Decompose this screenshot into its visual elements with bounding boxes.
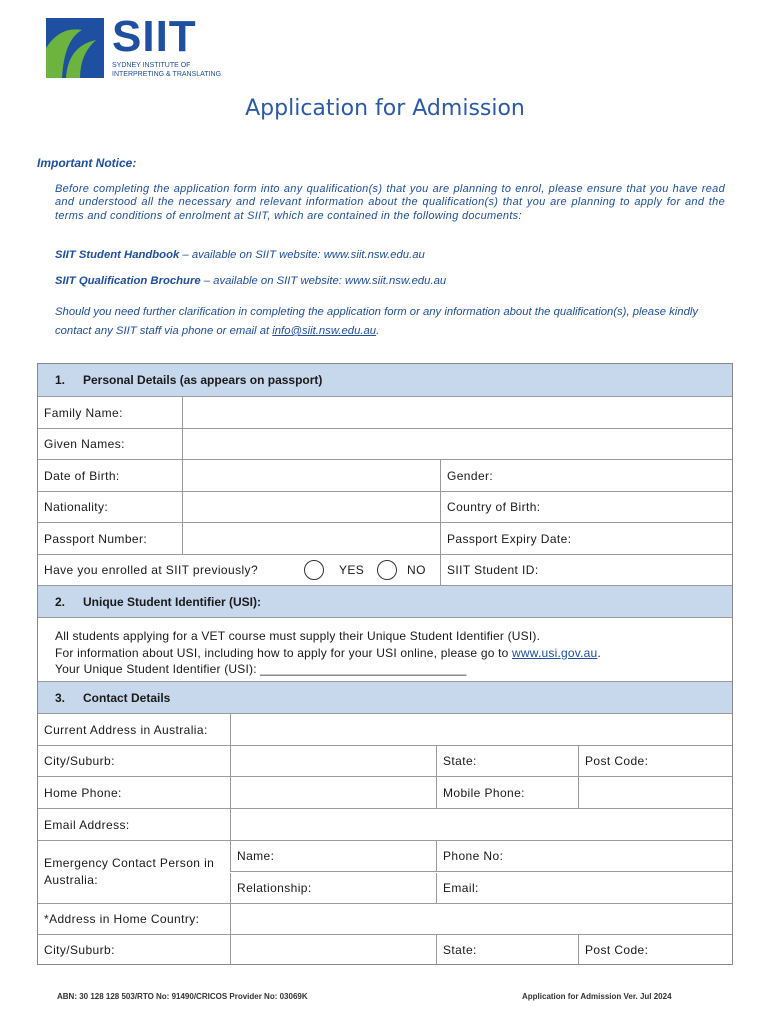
usi-line-2-end: .	[597, 645, 601, 660]
further-info	[55, 303, 725, 341]
emergency-contact-block	[38, 841, 732, 904]
no-radio[interactable]	[377, 560, 397, 580]
home-city-field[interactable]	[230, 935, 436, 965]
section-2-header	[38, 586, 732, 618]
enrolled-previously-row	[38, 555, 732, 586]
passport-expiry-field[interactable]	[440, 523, 732, 554]
yes-radio[interactable]	[304, 560, 324, 580]
home-phone-field[interactable]	[230, 777, 436, 808]
usi-website-link[interactable]: www.usi.gov.au	[512, 645, 598, 660]
further-text: Should you need further clarification in completing the application form or any information about the qualification(s), please kindly contact any SIIT staff via phone or email at	[55, 306, 699, 337]
given-names-field[interactable]	[182, 429, 732, 459]
student-id-label: SIIT Student ID:	[447, 563, 539, 577]
nationality-field[interactable]	[182, 492, 440, 522]
section-3-header	[38, 682, 732, 714]
emergency-name-field[interactable]	[230, 841, 436, 872]
brochure-title: SIIT Qualification Brochure	[55, 275, 201, 287]
given-names-label: Given Names:	[44, 437, 125, 451]
dob-label: Date of Birth:	[44, 468, 120, 483]
state-label: State:	[443, 754, 477, 768]
usi-block	[38, 618, 732, 682]
footer-version: Application for Admission Ver. Jul 2024	[522, 992, 672, 1001]
emergency-name-label: Name:	[237, 849, 275, 863]
post-code-label: Post Code:	[585, 754, 649, 768]
brochure-reference	[55, 275, 446, 287]
passport-number-field[interactable]	[182, 523, 440, 554]
home-state-field[interactable]	[436, 935, 578, 965]
contact-email-link[interactable]: info@siit.nsw.edu.au	[272, 325, 377, 337]
current-address-label: Current Address in Australia:	[44, 722, 208, 737]
dob-row	[38, 460, 732, 492]
gender-field[interactable]	[440, 460, 732, 491]
usi-line-1: All students applying for a VET course must supply their Unique Student Identifier (USI).	[55, 629, 541, 643]
section-2-number: 2.	[55, 595, 66, 609]
logo-wordmark: SIIT	[112, 12, 197, 61]
home-state-label: State:	[443, 943, 477, 957]
family-name-label: Family Name:	[44, 405, 123, 420]
nationality-label: Nationality:	[44, 500, 109, 514]
home-post-code-field[interactable]	[578, 935, 732, 965]
brochure-website: – available on SIIT website: www.siit.nsw.edu.au	[200, 275, 447, 287]
emergency-phone-field[interactable]	[436, 841, 732, 872]
family-name-field[interactable]	[182, 397, 732, 428]
handbook-website: – available on SIIT website: www.siit.nsw.edu.au	[179, 249, 425, 261]
city-row	[38, 746, 732, 777]
email-field[interactable]	[230, 809, 732, 840]
page-title: Application for Admission	[245, 96, 525, 121]
emergency-email-label: Email:	[443, 881, 479, 895]
handbook-reference	[55, 249, 425, 261]
country-of-birth-label: Country of Birth:	[447, 500, 541, 514]
logo-subtitle-2: INTERPRETING & TRANSLATING	[112, 71, 222, 78]
usi-instructions	[55, 628, 601, 678]
passport-expiry-label: Passport Expiry Date:	[447, 531, 572, 546]
home-address-field[interactable]	[230, 904, 732, 934]
gender-label: Gender:	[447, 468, 494, 483]
post-code-field[interactable]	[578, 746, 732, 776]
logo-mark-icon	[46, 18, 104, 78]
no-label: NO	[407, 563, 426, 577]
notice-body: Before completing the application form into any qualification(s) that you are planning to enrol, please ensure that you have read and understood all the necessary and relevant information about the qualification(s) that you are planning to apply for and the terms and conditions of enrolment at SIIT, which are contained in the following documents:	[55, 183, 725, 222]
emergency-phone-label: Phone No:	[443, 849, 504, 863]
home-phone-label: Home Phone:	[44, 785, 122, 800]
usi-input-line[interactable]: Your Unique Student Identifier (USI): ______________________________	[55, 662, 467, 676]
home-address-label: *Address in Home Country:	[44, 912, 200, 926]
enrolled-previously-label: Have you enrolled at SIIT previously?	[44, 563, 259, 577]
notice-heading: Important Notice:	[37, 156, 137, 170]
family-name-row	[38, 397, 732, 429]
further-end: .	[376, 325, 380, 337]
section-3-number: 3.	[55, 691, 66, 705]
email-label: Email Address:	[44, 817, 130, 832]
usi-line-2-text: For information about USI, including how to apply for your USI online, please go to	[55, 645, 513, 660]
phone-row	[38, 777, 732, 809]
section-3-title: Contact Details	[83, 691, 171, 705]
yes-label: YES	[339, 563, 365, 577]
section-1-header	[38, 364, 732, 397]
passport-row	[38, 523, 732, 555]
usi-line-2	[55, 645, 601, 662]
handbook-title: SIIT Student Handbook	[55, 249, 180, 261]
country-of-birth-field[interactable]	[440, 492, 732, 522]
home-address-row	[38, 904, 732, 935]
home-city-row	[38, 935, 732, 965]
dob-field[interactable]	[182, 460, 440, 491]
student-id-field[interactable]	[440, 555, 732, 585]
siit-logo	[46, 12, 226, 82]
emergency-email-field[interactable]	[436, 873, 732, 903]
section-2-title: Unique Student Identifier (USI):	[83, 595, 261, 609]
mobile-phone-field[interactable]	[578, 777, 732, 808]
section-1-number: 1.	[55, 373, 66, 387]
city-field[interactable]	[230, 746, 436, 776]
footer-registration: ABN: 30 128 128 503/RTO No: 91490/CRICOS Provider No: 03069K	[57, 992, 308, 1001]
emergency-relationship-field[interactable]	[230, 873, 436, 903]
city-label: City/Suburb:	[44, 754, 115, 768]
home-post-code-label: Post Code:	[585, 943, 649, 957]
emergency-relationship-label: Relationship:	[237, 881, 312, 895]
email-row	[38, 809, 732, 841]
current-address-field[interactable]	[230, 714, 732, 745]
home-city-label: City/Suburb:	[44, 943, 115, 957]
given-names-row	[38, 429, 732, 460]
emergency-contact-label: Emergency Contact Person in Australia:	[44, 856, 215, 887]
nationality-row	[38, 492, 732, 523]
mobile-phone-label: Mobile Phone:	[436, 777, 578, 808]
state-field[interactable]	[436, 746, 578, 776]
application-form	[37, 363, 733, 965]
section-1-title: Personal Details (as appears on passport)	[83, 373, 323, 387]
current-address-row	[38, 714, 732, 746]
logo-subtitle-1: SYDNEY INSTITUTE OF	[112, 62, 191, 69]
passport-number-label: Passport Number:	[44, 531, 148, 546]
